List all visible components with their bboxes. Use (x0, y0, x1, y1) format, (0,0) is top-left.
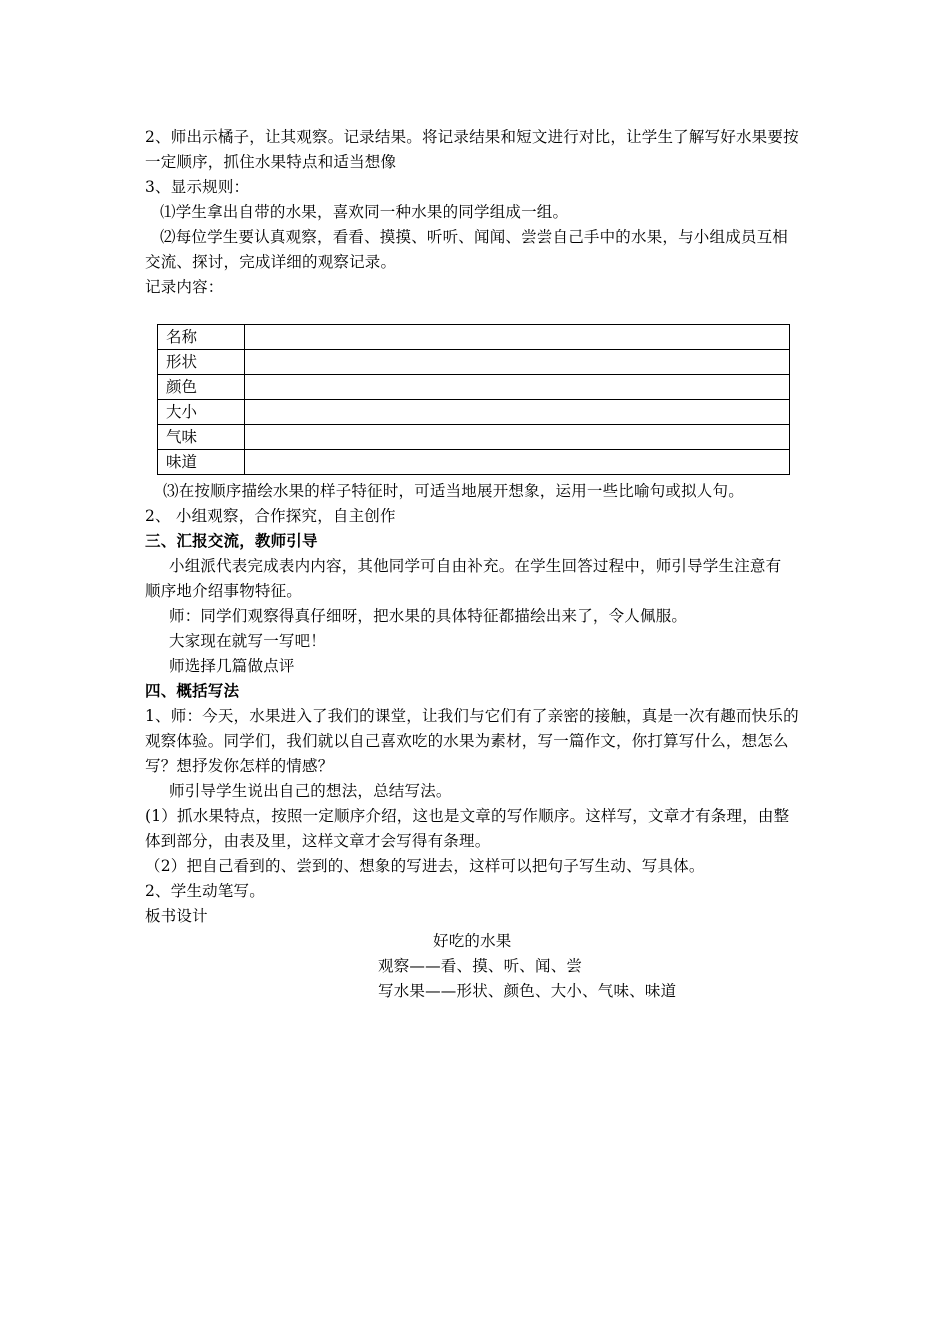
row-value (245, 375, 790, 400)
paragraph-line: 2、 小组观察，合作探究，自主创作 (145, 507, 396, 525)
table-row (158, 350, 790, 375)
paragraph-line: 记录内容： (145, 278, 224, 296)
board-line: 观察——看、摸、听、闻、尝 (378, 957, 583, 975)
paragraph-line: 交流、探讨，完成详细的观察记录。 (145, 253, 397, 271)
board-line: 写水果——形状、颜色、大小、气味、味道 (378, 982, 677, 1000)
row-value (245, 400, 790, 425)
row-label: 味道 (158, 450, 245, 475)
paragraph-line: 2、学生动笔写。 (145, 882, 265, 900)
section-heading: 四、概括写法 (145, 681, 240, 700)
table-row (158, 325, 790, 350)
table-row (158, 425, 790, 450)
paragraph-line: 写？想抒发你怎样的情感？ (145, 757, 334, 775)
section-heading: 三、汇报交流，教师引导 (145, 531, 318, 550)
observation-record-table (157, 324, 790, 475)
paragraph-line: （2）把自己看到的、尝到的、想象的写进去，这样可以把句子写生动、写具体。 (145, 857, 705, 875)
paragraph-line: (1）抓水果特点，按照一定顺序介绍，这也是文章的写作顺序。这样写，文章才有条理，由整 (145, 807, 790, 825)
paragraph-line: 师选择几篇做点评 (169, 657, 295, 675)
row-label: 名称 (158, 325, 245, 350)
row-value (245, 325, 790, 350)
paragraph-line: ⑵每位学生要认真观察，看看、摸摸、听听、闻闻、尝尝自己手中的水果，与小组成员互相 (160, 228, 789, 246)
row-value (245, 425, 790, 450)
board-title: 好吃的水果 (433, 932, 512, 950)
row-value (245, 450, 790, 475)
row-value (245, 350, 790, 375)
paragraph-line: 小组派代表完成表内内容，其他同学可自由补充。在学生回答过程中，师引导学生注意有 (169, 557, 782, 575)
paragraph-line: 1、师：今天，水果进入了我们的课堂，让我们与它们有了亲密的接触，真是一次有趣而快乐的 (145, 707, 799, 725)
paragraph-line: 3、显示规则： (145, 178, 250, 196)
row-label: 形状 (158, 350, 245, 375)
row-label: 气味 (158, 425, 245, 450)
paragraph-line: 体到部分，由表及里，这样文章才会写得有条理。 (145, 832, 491, 850)
row-label: 大小 (158, 400, 245, 425)
paragraph-line: 师引导学生说出自己的想法，总结写法。 (169, 782, 452, 800)
table-row (158, 400, 790, 425)
table-row (158, 450, 790, 475)
table-row (158, 375, 790, 400)
paragraph-line: 2、师出示橘子，让其观察。记录结果。将记录结果和短文进行对比，让学生了解写好水果要按 (145, 128, 799, 146)
paragraph-line: 顺序地介绍事物特征。 (145, 582, 303, 600)
paragraph-line: 一定顺序，抓住水果特点和适当想像 (145, 153, 397, 171)
paragraph-line: 大家现在就写一写吧！ (169, 632, 327, 650)
paragraph-line: 观察体验。同学们，我们就以自己喜欢吃的水果为素材，写一篇作文，你打算写什么，想怎么 (145, 732, 789, 750)
paragraph-line: 师：同学们观察得真仔细呀，把水果的具体特征都描绘出来了，令人佩服。 (169, 607, 688, 625)
paragraph-line: ⑶在按顺序描绘水果的样子特征时，可适当地展开想象，运用一些比喻句或拟人句。 (163, 482, 744, 500)
paragraph-line: ⑴学生拿出自带的水果，喜欢同一种水果的同学组成一组。 (160, 203, 569, 221)
row-label: 颜色 (158, 375, 245, 400)
paragraph-line: 板书设计 (145, 907, 208, 925)
